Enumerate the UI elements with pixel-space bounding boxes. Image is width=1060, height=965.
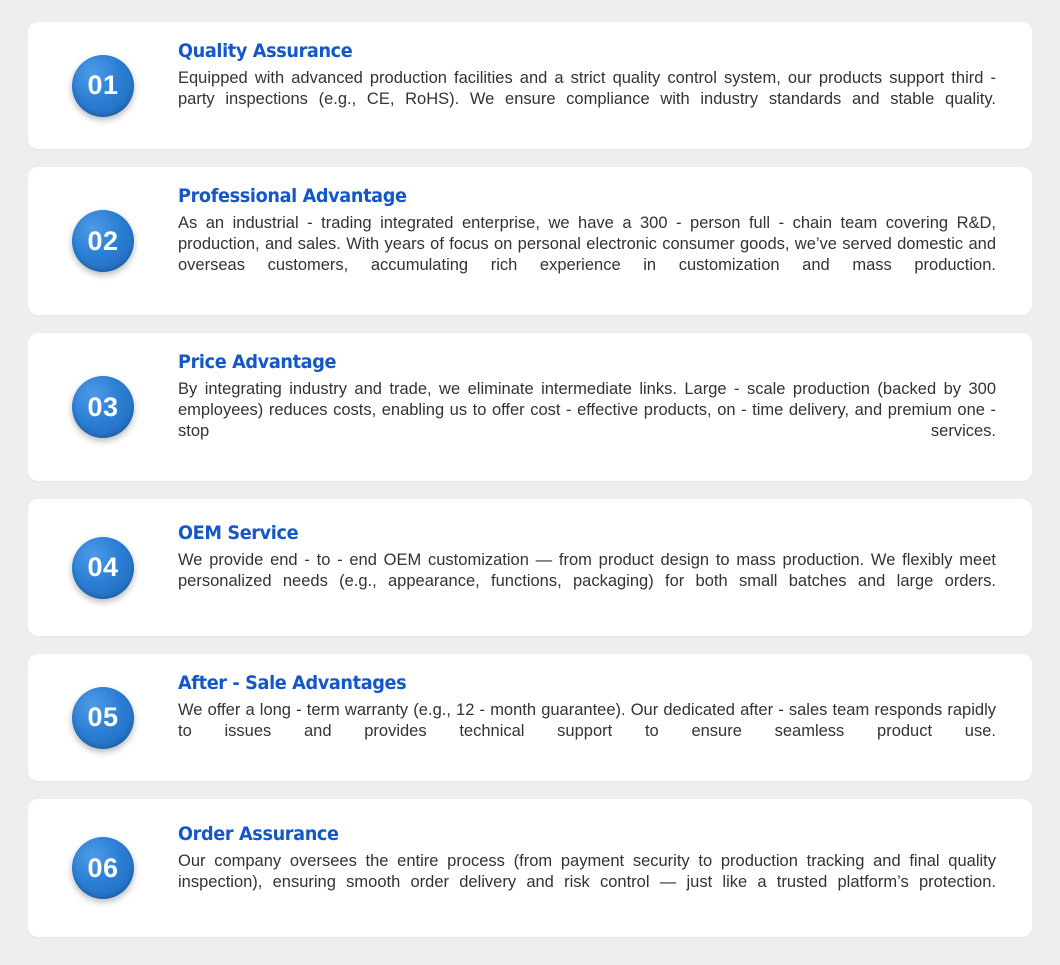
advantage-card: [28, 167, 1032, 315]
advantage-description: Our company oversees the entire process (from payment security to production tracking and final quality inspection), ensuring smooth order delivery and risk control — just like a trusted platform’s protection.: [178, 851, 996, 891]
advantage-content: [178, 823, 1004, 914]
advantage-card: [28, 22, 1032, 149]
advantage-description: We offer a long - term warranty (e.g., 12 - month guarantee). Our dedicated after - sales team responds rapidly to issues and provides technical support to ensure seamless product use.: [178, 701, 996, 740]
advantage-description: As an industrial - trading integrated enterprise, we have a 300 - person full - chain team covering R&D, production, and sales. With years of focus on personal electronic consumer goods, we’ve served domestic and overseas customers, accumulating rich experience in customization and mass production.: [178, 214, 996, 274]
badge-container: [28, 376, 178, 438]
advantage-title: After - Sale Advantages: [178, 672, 407, 694]
advantage-title: Order Assurance: [178, 822, 339, 845]
advantage-description: By integrating industry and trade, we eliminate intermediate links. Large - scale production (backed by 300 employees) reduces costs, enabling us to offer cost - effective products, on - time delivery, and premium one - stop services.: [178, 380, 996, 440]
advantage-title: Quality Assurance: [178, 40, 353, 62]
step-number-badge: 05: [72, 687, 134, 749]
step-number-badge: 02: [72, 210, 134, 272]
badge-container: [28, 210, 178, 272]
advantage-content: [178, 185, 1004, 297]
badge-container: [28, 55, 178, 117]
step-number-badge: 06: [72, 837, 134, 899]
advantage-description: Equipped with advanced production facilities and a strict quality control system, our products support third - party inspections (e.g., CE, RoHS). We ensure compliance with industry standards and stable quality.: [178, 69, 996, 108]
advantage-card: [28, 799, 1032, 937]
advantage-content: [178, 672, 1004, 763]
step-number-badge: 03: [72, 376, 134, 438]
badge-container: [28, 687, 178, 749]
step-number-badge: 04: [72, 537, 134, 599]
advantage-card: [28, 333, 1032, 481]
badge-container: [28, 837, 178, 899]
step-number-badge: 01: [72, 55, 134, 117]
advantage-content: [178, 522, 1004, 613]
advantage-content: [178, 40, 1004, 131]
advantage-content: [178, 351, 1004, 463]
advantage-title: Professional Advantage: [178, 185, 407, 207]
advantage-title: Price Advantage: [178, 351, 337, 373]
advantage-card: [28, 499, 1032, 636]
badge-container: [28, 537, 178, 599]
advantage-title: OEM Service: [178, 522, 299, 544]
advantage-card: [28, 654, 1032, 781]
advantage-description: We provide end - to - end OEM customization — from product design to mass production. We flexibly meet personalized needs (e.g., appearance, functions, packaging) for both small batches and large orders.: [178, 551, 996, 590]
